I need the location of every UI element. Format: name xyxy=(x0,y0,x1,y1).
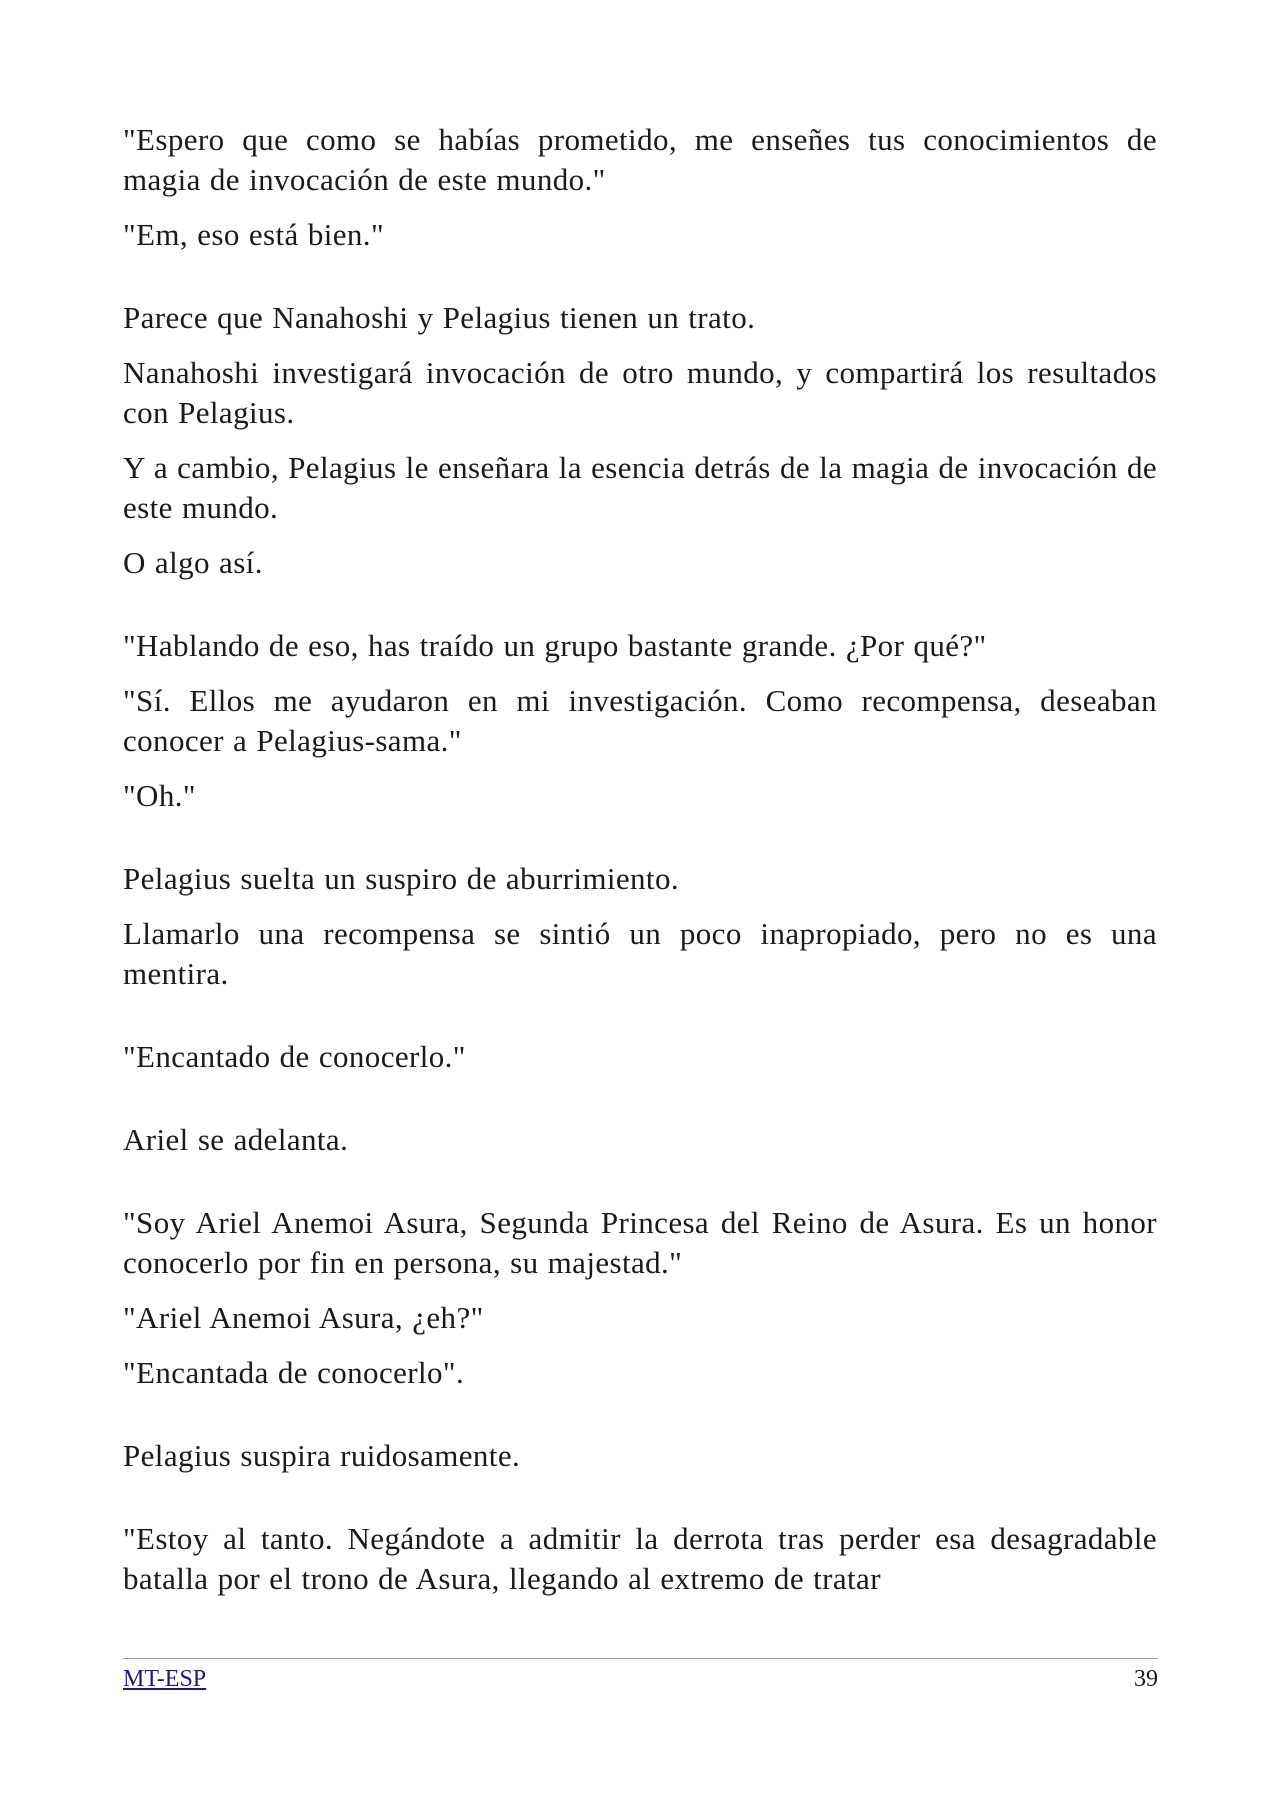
paragraph: Pelagius suspira ruidosamente. xyxy=(123,1438,521,1473)
paragraph: "Oh." xyxy=(123,778,196,813)
paragraph: Parece que Nanahoshi y Pelagius tienen un trato. xyxy=(123,300,756,335)
paragraph: Llamarlo una recompensa se sintió un poco inapropiado, pero no es una mentira. xyxy=(123,916,1157,991)
paragraph: O algo así. xyxy=(123,545,263,580)
page-footer xyxy=(123,1658,1158,1693)
paragraph: "Espero que como se habías prometido, me enseñes tus conocimientos de magia de invocación de este mundo." xyxy=(123,122,1157,197)
paragraph: "Sí. Ellos me ayudaron en mi investigación. Como recompensa, deseaban conocer a Pelagius-sama." xyxy=(123,683,1157,758)
paragraph: "Estoy al tanto. Negándote a admitir la derrota tras perder esa desagradable batalla por el trono de Asura, llegando al extremo de tratar xyxy=(123,1521,1157,1596)
paragraph: Ariel se adelanta. xyxy=(123,1122,349,1157)
paragraph: "Hablando de eso, has traído un grupo bastante grande. ¿Por qué?" xyxy=(123,628,987,663)
paragraph: Y a cambio, Pelagius le enseñara la esencia detrás de la magia de invocación de este mundo. xyxy=(123,450,1157,525)
paragraph: "Encantado de conocerlo." xyxy=(123,1039,466,1074)
page-body xyxy=(123,120,1157,1599)
page-number: 39 xyxy=(1134,1666,1158,1692)
paragraph: Nanahoshi investigará invocación de otro mundo, y compartirá los resultados con Pelagius. xyxy=(123,355,1157,430)
footer-link[interactable]: MT-ESP xyxy=(123,1666,207,1692)
paragraph: Pelagius suelta un suspiro de aburrimiento. xyxy=(123,861,679,896)
paragraph: "Encantada de conocerlo". xyxy=(123,1355,465,1390)
paragraph: "Em, eso está bien." xyxy=(123,217,384,252)
paragraph: "Soy Ariel Anemoi Asura, Segunda Princesa del Reino de Asura. Es un honor conocerlo por fin en persona, su majestad." xyxy=(123,1205,1157,1280)
paragraph: "Ariel Anemoi Asura, ¿eh?" xyxy=(123,1300,484,1335)
